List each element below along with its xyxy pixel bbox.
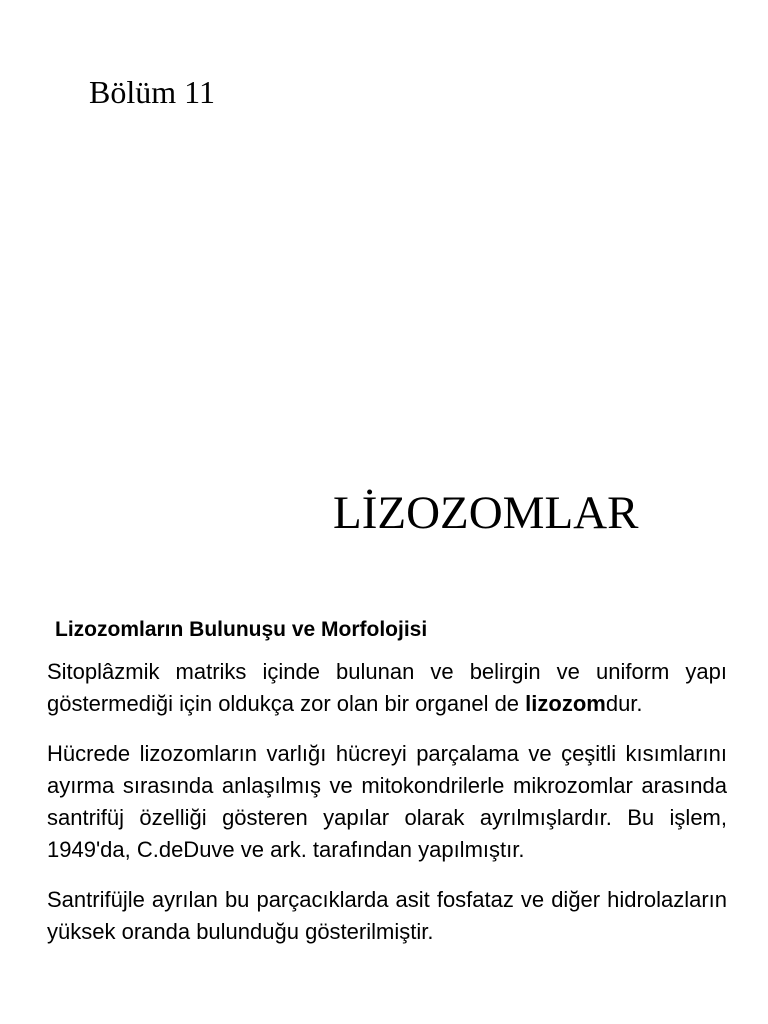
content-section [47, 616, 727, 966]
paragraph-1-bold-term: lizozom [525, 691, 606, 716]
section-heading: Lizozomların Bulunuşu ve Morfolojisi [55, 618, 428, 641]
paragraph-3: Santrifüjle ayrılan bu parçacıklarda asit fosfataz ve diğer hidrolazların yüksek oranda bulunduğu gösterilmiştir. [47, 887, 727, 944]
paragraph-1-suffix: dur. [605, 691, 643, 716]
chapter-label: Bölüm 11 [89, 74, 215, 110]
page-title: LİZOZOMLAR [333, 487, 639, 539]
paragraph-2: Hücrede lizozomların varlığı hücreyi parçalama ve çeşitli kısımlarını ayırma sırasında anlaşılmış ve mitokondrilerle mikrozomlar arasında santrifüj özelliği gösteren yapılar olarak ayrılmışlardır. Bu işlem, 1949'da, C.deDuve ve ark. tarafından yapılmıştır. [47, 741, 727, 862]
paragraph-1-text: Sitoplâzmik matriks içinde bulunan ve belirgin ve uniform yapı göstermediği için oldukça zor olan bir organel de [47, 659, 727, 716]
paragraph-1 [47, 656, 727, 720]
